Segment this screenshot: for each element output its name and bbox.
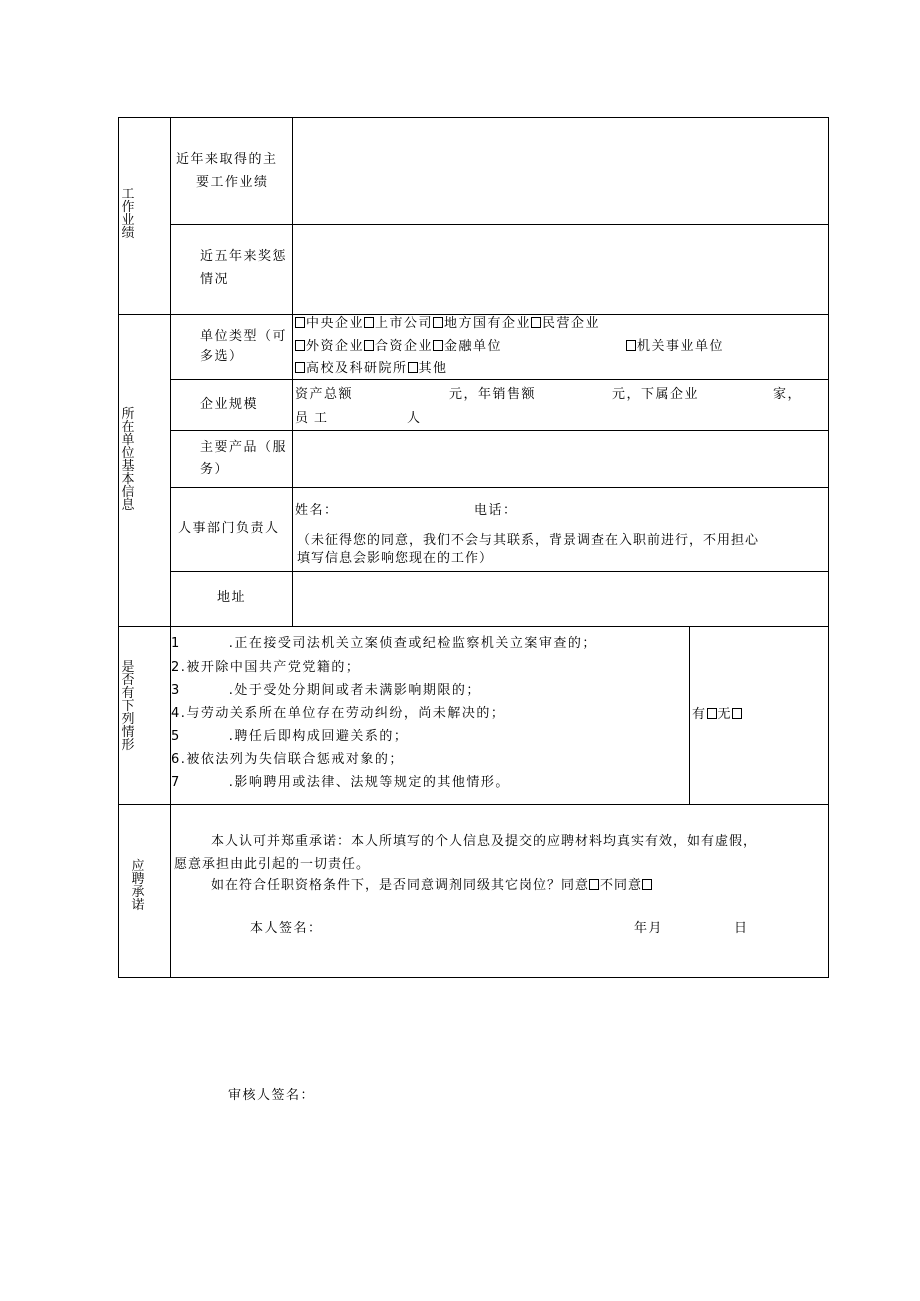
option-label: 上市公司 xyxy=(375,316,434,331)
hr-name: 姓名： xyxy=(295,503,339,518)
scale-yuan-sales: 元，年销售额 xyxy=(449,387,537,402)
products-label-line2: 务） xyxy=(200,462,230,477)
reviewer-signature-label: 审核人签名： xyxy=(228,1088,316,1103)
situation-item-1 xyxy=(171,636,597,652)
situation-num: 5 xyxy=(171,729,181,744)
situation-item-2 xyxy=(171,660,360,676)
option-label: 外资企业 xyxy=(306,339,365,354)
section-label-situations xyxy=(121,661,135,752)
situation-text: 被开除中国共产党党籍的； xyxy=(186,660,361,675)
commitment-line3 xyxy=(211,878,653,894)
vertical-char: 在 xyxy=(121,420,135,435)
vertical-char: 否 xyxy=(121,673,135,688)
situation-num: 7 xyxy=(171,775,181,790)
checkbox[interactable] xyxy=(433,317,443,328)
option-label: 合资企业 xyxy=(375,339,434,354)
checkbox[interactable] xyxy=(626,340,636,351)
vertical-char: 聘 xyxy=(131,872,145,887)
vertical-char: 有 xyxy=(121,686,135,701)
situation-num: 2. xyxy=(171,660,187,675)
achievements-field[interactable] xyxy=(293,118,828,224)
scale-home: 家， xyxy=(773,387,803,402)
commitment-line1: 本人认可并郑重承诺：本人所填写的个人信息及提交的应聘材料均真实有效，如有虚假， xyxy=(211,834,758,849)
scale-person: 人 xyxy=(407,411,422,426)
signature-year-month: 年月 xyxy=(634,921,664,936)
achievements-label-line1: 近年来取得的主 xyxy=(176,152,278,167)
hr-note-line2: 填写信息会影响您现在的工作） xyxy=(297,551,494,566)
vertical-char: 情 xyxy=(121,725,135,740)
vertical-char: 诺 xyxy=(131,898,145,913)
awards-field[interactable] xyxy=(293,225,828,314)
row-divider xyxy=(118,314,829,315)
vertical-char: 作 xyxy=(121,200,135,215)
hr-phone: 电话： xyxy=(474,503,518,518)
scale-assets: 资产总额 xyxy=(295,387,354,402)
unit-type-options-row2b xyxy=(626,339,724,355)
vertical-char: 是 xyxy=(121,660,135,675)
unit-type-options-row1 xyxy=(295,316,600,332)
checkbox[interactable] xyxy=(364,340,374,351)
situation-item-5 xyxy=(171,729,408,745)
situation-num: 3 xyxy=(171,683,181,698)
option-label: 地方国有企业 xyxy=(444,316,532,331)
address-label: 地址 xyxy=(217,590,247,605)
has-label: 有 xyxy=(692,707,707,722)
section-label-text xyxy=(121,188,135,240)
section-label-commitment xyxy=(131,860,145,912)
situation-item-7 xyxy=(171,775,510,791)
scale-staff: 员工 xyxy=(295,411,334,426)
applicant-signature-label: 本人签名： xyxy=(250,921,323,936)
none-label: 无 xyxy=(717,707,733,722)
vertical-char: 列 xyxy=(121,712,135,727)
table-border-right xyxy=(828,117,829,978)
section-label-text xyxy=(131,860,145,912)
applicant-signature-field[interactable] xyxy=(330,916,610,940)
row-divider xyxy=(118,626,829,627)
agree-checkbox[interactable] xyxy=(589,879,599,890)
option-label: 机关事业单位 xyxy=(637,339,725,354)
option-label: 金融单位 xyxy=(444,339,503,354)
unit-type-options-row3 xyxy=(295,361,448,377)
vertical-char: 工 xyxy=(121,187,135,202)
reviewer-signature-field[interactable] xyxy=(320,1083,580,1107)
vertical-char: 单 xyxy=(121,433,135,448)
table-border-bottom xyxy=(118,977,829,978)
disagree-checkbox[interactable] xyxy=(642,879,652,890)
has-none-choice xyxy=(692,707,743,723)
has-checkbox[interactable] xyxy=(707,708,717,719)
vertical-char: 所 xyxy=(121,407,135,422)
situation-text: .影响聘用或法律、法规等规定的其他情形。 xyxy=(228,775,510,790)
section-label-text xyxy=(121,408,135,512)
situation-text: 被依法列为失信联合惩戒对象的； xyxy=(186,752,404,767)
commitment-line2: 愿意承担由此引起的一切责任。 xyxy=(174,857,371,872)
vertical-char: 信 xyxy=(121,485,135,500)
situation-num: 4. xyxy=(171,706,187,721)
table-border-left xyxy=(118,117,119,978)
column-divider xyxy=(689,626,690,805)
none-checkbox[interactable] xyxy=(732,708,742,719)
checkbox[interactable] xyxy=(295,317,305,328)
unit-type-options-row2 xyxy=(295,339,502,355)
column-divider xyxy=(170,117,171,978)
row-divider xyxy=(170,487,829,488)
agree-label: 同意 xyxy=(561,878,590,893)
checkbox[interactable] xyxy=(531,317,541,328)
unit-type-label-line2: 多选） xyxy=(200,349,244,364)
section-label-work xyxy=(121,188,135,240)
situation-text: .处于受处分期间或者未满影响期限的； xyxy=(228,683,481,698)
awards-label-line1: 近五年来奖惩 xyxy=(200,249,288,264)
vertical-char: 位 xyxy=(121,446,135,461)
address-field[interactable] xyxy=(293,572,828,626)
vertical-char: 下 xyxy=(121,699,135,714)
option-label: 民营企业 xyxy=(542,316,601,331)
situation-text: .聘任后即构成回避关系的； xyxy=(228,729,409,744)
situation-num: 6. xyxy=(171,752,187,767)
situation-text: .正在接受司法机关立案侦查或纪检监察机关立案审查的； xyxy=(228,636,597,651)
checkbox[interactable] xyxy=(408,362,418,373)
unit-type-label-line1: 单位类型（可 xyxy=(200,329,288,344)
section-label-text xyxy=(121,661,135,752)
signature-day: 日 xyxy=(734,921,749,936)
products-field[interactable] xyxy=(293,431,828,487)
checkbox[interactable] xyxy=(364,317,374,328)
checkbox[interactable] xyxy=(295,362,305,373)
hr-label: 人事部门负责人 xyxy=(178,521,280,536)
situation-item-6 xyxy=(171,752,404,768)
vertical-char: 形 xyxy=(121,738,135,753)
products-label-line1: 主要产品（服 xyxy=(200,440,288,455)
vertical-char: 绩 xyxy=(121,226,135,241)
achievements-label-line2: 要工作业绩 xyxy=(196,175,269,190)
awards-label-line2: 情况 xyxy=(200,272,230,287)
section-label-employer xyxy=(121,408,135,512)
vertical-char: 承 xyxy=(131,885,145,900)
row-divider xyxy=(118,804,829,805)
vertical-char: 基 xyxy=(121,459,135,474)
scale-label: 企业规模 xyxy=(200,397,259,412)
vertical-char: 本 xyxy=(121,472,135,487)
situation-item-4 xyxy=(171,706,505,722)
scale-yuan-subsidiaries: 元，下属企业 xyxy=(612,387,700,402)
checkbox[interactable] xyxy=(433,340,443,351)
option-label: 中央企业 xyxy=(306,316,365,331)
vertical-char: 业 xyxy=(121,213,135,228)
transfer-question: 如在符合任职资格条件下，是否同意调剂同级其它岗位？ xyxy=(211,878,562,893)
row-divider xyxy=(170,379,829,380)
checkbox[interactable] xyxy=(295,340,305,351)
option-label: 其他 xyxy=(418,361,448,376)
vertical-char: 应 xyxy=(131,859,145,874)
vertical-char: 息 xyxy=(121,498,135,513)
hr-note-line1: （未征得您的同意，我们不会与其联系，背景调查在入职前进行，不用担心 xyxy=(297,533,760,548)
situation-item-3 xyxy=(171,683,481,699)
option-label: 高校及科研院所 xyxy=(306,361,408,376)
situation-num: 1 xyxy=(171,636,181,651)
situation-text: 与劳动关系所在单位存在劳动纠纷，尚未解决的； xyxy=(186,706,506,721)
disagree-label: 不同意 xyxy=(600,878,643,893)
